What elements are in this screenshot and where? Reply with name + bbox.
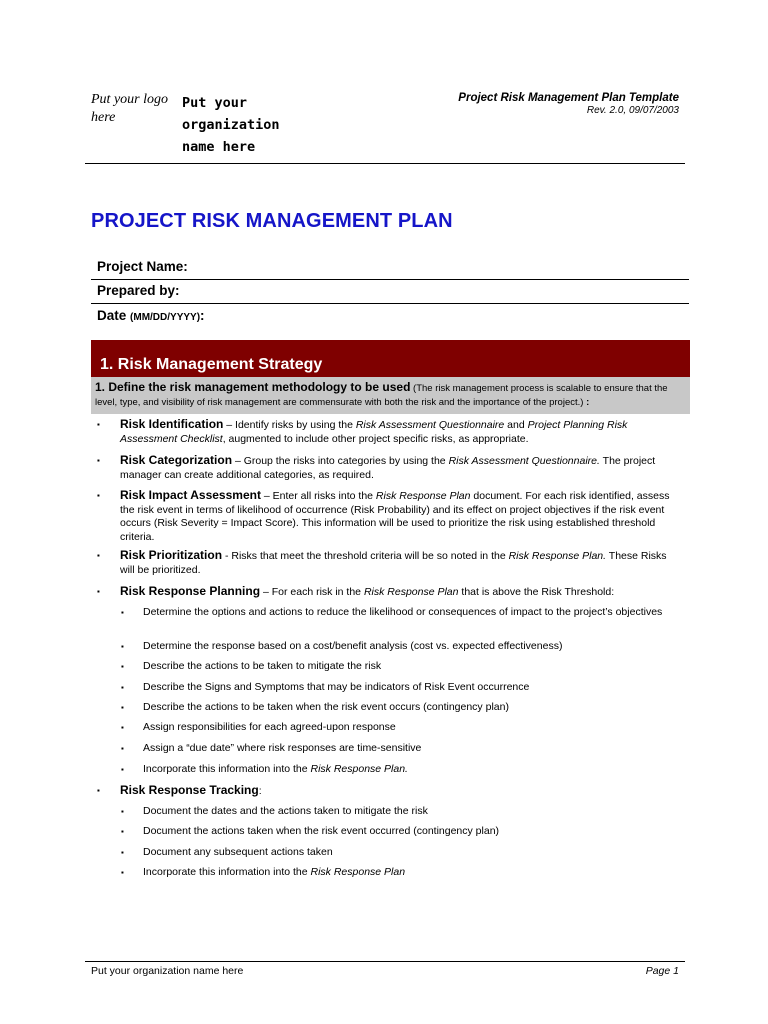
document-title: PROJECT RISK MANAGEMENT PLAN — [91, 210, 453, 232]
item-text: that is above the Risk Threshold: — [458, 586, 615, 598]
date-format: (MM/DD/YYYY) — [130, 312, 201, 323]
item-ref: Risk Assessment Questionnaire — [355, 419, 505, 431]
item-text: Document the actions taken when the risk event occurred (contingency plan) — [143, 825, 500, 837]
item-text: These Risks will be prioritized. — [120, 550, 667, 576]
template-revision: Rev. 2.0, 09/07/2003 — [586, 105, 679, 116]
bullet-icon: ▪ — [121, 608, 124, 617]
date-label: Date — [97, 308, 127, 323]
item-text: – Group the risks into categories by using the — [232, 455, 449, 467]
bullet-icon: ▪ — [121, 807, 124, 816]
date-field — [91, 304, 689, 328]
item-text: – Enter all risks into the — [260, 490, 376, 502]
item-text: Describe the actions to be taken to mitigate the risk — [143, 660, 382, 672]
item-ref: Risk Assessment Questionnaire. — [448, 455, 600, 467]
item-text: Assign responsibilities for each agreed-upon response — [143, 721, 396, 733]
item-text: - Risks that meet the threshold criteria will be so noted in the — [222, 550, 509, 562]
methodology-text: (The risk management process is scalable to ensure that the level, type, and visibility of risk management are commensurate with both the risk and the importance of the project.) — [95, 383, 668, 408]
item-text: , augmented to include other project specific risks, as appropriate. — [222, 432, 529, 445]
project-name-label: Project Name: — [97, 259, 188, 274]
bullet-icon: ▪ — [97, 420, 100, 429]
bullet-icon: ▪ — [121, 765, 124, 774]
date-colon: : — [200, 308, 205, 323]
item-title: Risk Response Planning — [120, 584, 261, 598]
organization-name: Put your organization name here — [182, 95, 280, 155]
item-text: document. For each risk identified, assess the risk event in terms of likelihood of occurrence (Risk Probability) and its effect on project objectives if the risk event occurs (Risk Severity = Impact Score). This information will be used to prioritize the risk using established threshold criteria. — [120, 490, 670, 543]
item-text: Document any subsequent actions taken — [143, 846, 333, 858]
bullet-icon: ▪ — [97, 551, 100, 560]
item-text: Incorporate this information into the — [143, 866, 311, 878]
bullet-icon: ▪ — [121, 662, 124, 671]
item-text: Document the dates and the actions taken to mitigate the risk — [143, 805, 428, 817]
section-heading: 1. Risk Management Strategy — [100, 356, 323, 373]
bullet-icon: ▪ — [97, 456, 100, 465]
item-title: Risk Prioritization — [120, 548, 223, 562]
footer-organization: Put your organization name here — [91, 965, 244, 977]
bullet-icon: ▪ — [121, 827, 124, 836]
page-number: Page 1 — [645, 965, 679, 977]
bullet-icon: ▪ — [97, 587, 100, 596]
bullet-icon: ▪ — [121, 848, 124, 857]
header-divider — [85, 163, 685, 164]
footer-divider — [85, 961, 685, 962]
bullet-icon: ▪ — [121, 703, 124, 712]
item-text: – For each risk in the — [260, 586, 364, 598]
bullet-icon: ▪ — [97, 786, 100, 795]
bullet-icon: ▪ — [121, 723, 124, 732]
bullet-icon: ▪ — [121, 868, 124, 877]
methodology-subheading — [91, 377, 690, 414]
item-ref: Risk Response Plan — [310, 866, 406, 878]
bullet-icon: ▪ — [121, 642, 124, 651]
methodology-lead: 1. Define the risk management methodology to be used — [95, 380, 411, 394]
prepared-by-label: Prepared by: — [97, 283, 180, 298]
item-ref: Risk Response Plan — [363, 586, 459, 598]
item-title: Risk Impact Assessment — [120, 488, 261, 502]
item-text: Determine the response based on a cost/benefit analysis (cost vs. expected effectiveness) — [143, 640, 563, 652]
item-text: : — [258, 785, 262, 797]
item-title: Risk Identification — [120, 417, 224, 431]
item-text: – Identify risks by using the — [223, 419, 356, 431]
item-text: and — [504, 419, 528, 431]
bullet-icon: ▪ — [121, 683, 124, 692]
project-name-field — [91, 255, 689, 280]
item-title: Risk Response Tracking — [120, 783, 259, 797]
item-text: Describe the Signs and Symptoms that may be indicators of Risk Event occurrence — [143, 681, 530, 693]
section-heading-bar — [91, 340, 690, 377]
item-text: Describe the actions to be taken when the risk event occurs (contingency plan) — [143, 701, 509, 713]
logo-placeholder: Put your logo here — [91, 92, 168, 125]
item-text: Incorporate this information into the — [143, 763, 311, 775]
item-ref: Risk Response Plan. — [310, 763, 408, 775]
item-text: Assign a “due date” where risk responses are time-sensitive — [143, 742, 422, 754]
item-title: Risk Categorization — [120, 453, 233, 467]
prepared-by-field — [91, 279, 689, 304]
item-ref: Project Planning Risk Assessment Checklist — [120, 419, 628, 445]
bullet-icon: ▪ — [97, 491, 100, 500]
template-title: Project Risk Management Plan Template — [458, 92, 679, 104]
methodology-colon: : — [586, 397, 590, 408]
item-ref: Risk Response Plan — [375, 490, 471, 502]
item-ref: Risk Response Plan. — [508, 550, 607, 562]
item-text: Determine the options and actions to reduce the likelihood or consequences of impact to the project’s objectives — [143, 606, 663, 618]
item-text: The project manager can create additional categories, as required. — [120, 455, 656, 481]
bullet-icon: ▪ — [121, 744, 124, 753]
